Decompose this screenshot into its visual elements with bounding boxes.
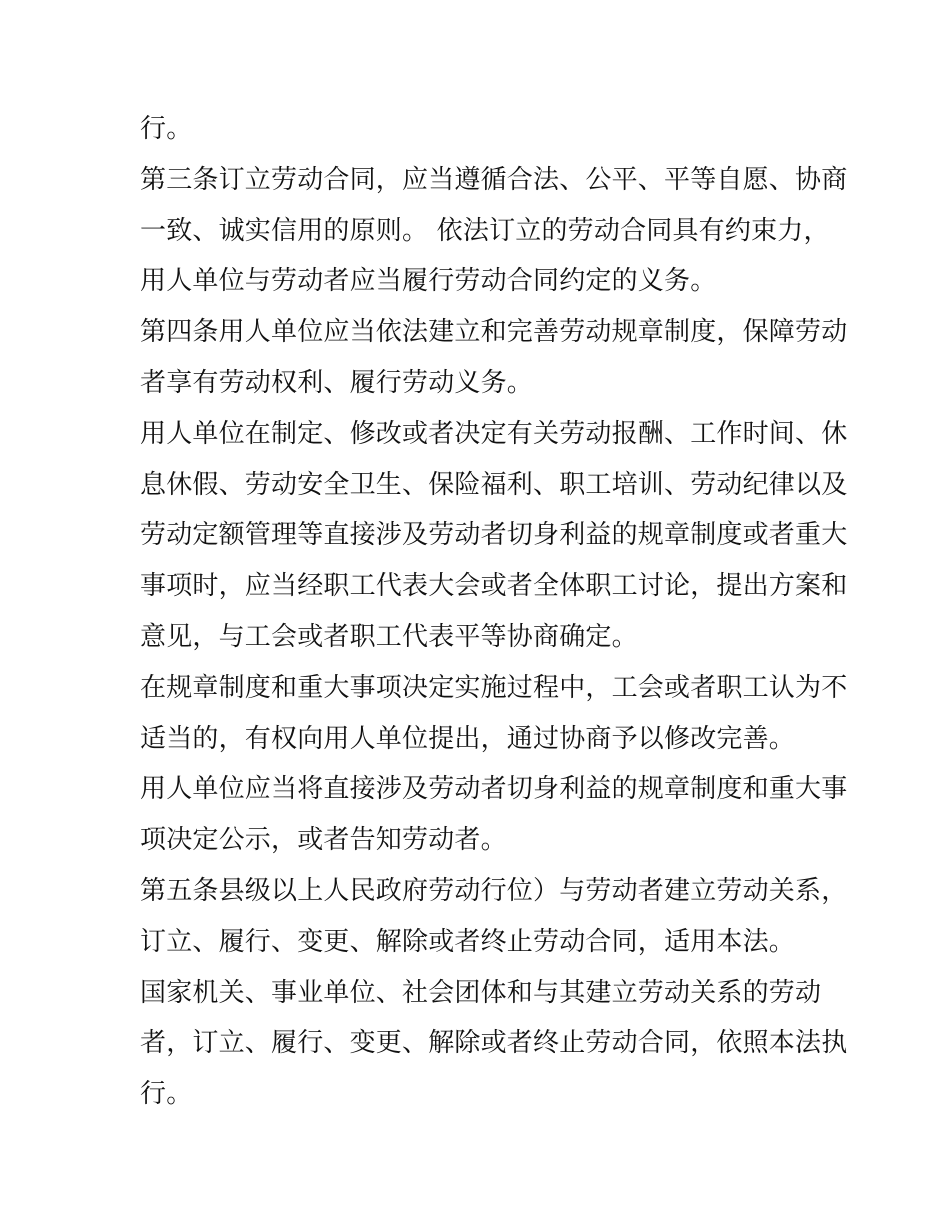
text-line: 国家机关、事业单位、社会团体和与其建立劳动关系的劳动 — [140, 977, 822, 1008]
text-line: 者，订立、履行、变更、解除或者终止劳动合同，依照本法执 — [140, 1028, 848, 1059]
document-body — [140, 104, 848, 1120]
text-line: 在规章制度和重大事项决定实施过程中，工会或者职工认为不 — [140, 672, 848, 703]
text-line: 适当的，有权向用人单位提出，通过协商予以修改完善。 — [140, 723, 796, 754]
text-line: 第四条用人单位应当依法建立和完善劳动规章制度，保障劳动 — [140, 317, 848, 348]
text-line: 项决定公示，或者告知劳动者。 — [140, 825, 507, 856]
text-line: 第三条订立劳动合同，应当遵循合法、公平、平等自愿、协商 — [140, 164, 848, 195]
text-line: 事项时，应当经职工代表大会或者全体职工讨论，提出方案和 — [140, 571, 848, 602]
text-line: 息休假、劳动安全卫生、保险福利、职工培训、劳动纪律以及 — [140, 469, 848, 500]
text-line: 者享有劳动权利、履行劳动义务。 — [140, 367, 534, 398]
text-line: 用人单位在制定、修改或者决定有关劳动报酬、工作时间、休 — [140, 418, 848, 449]
text-line: 第五条县级以上人民政府劳动行位）与劳动者建立劳动关系， — [140, 875, 848, 906]
text-line: 行。 — [140, 1079, 193, 1110]
text-line: 意见，与工会或者职工代表平等协商确定。 — [140, 621, 638, 652]
text-line: 用人单位与劳动者应当履行劳动合同约定的义务。 — [140, 266, 717, 297]
text-line: 订立、履行、变更、解除或者终止劳动合同，适用本法。 — [140, 926, 796, 957]
text-line: 一致、诚实信用的原则。 依法订立的劳动合同具有约束力， — [140, 215, 830, 246]
text-line: 用人单位应当将直接涉及劳动者切身利益的规章制度和重大事 — [140, 774, 848, 805]
text-line: 劳动定额管理等直接涉及劳动者切身利益的规章制度或者重大 — [140, 520, 848, 551]
text-line: 行。 — [140, 114, 193, 144]
